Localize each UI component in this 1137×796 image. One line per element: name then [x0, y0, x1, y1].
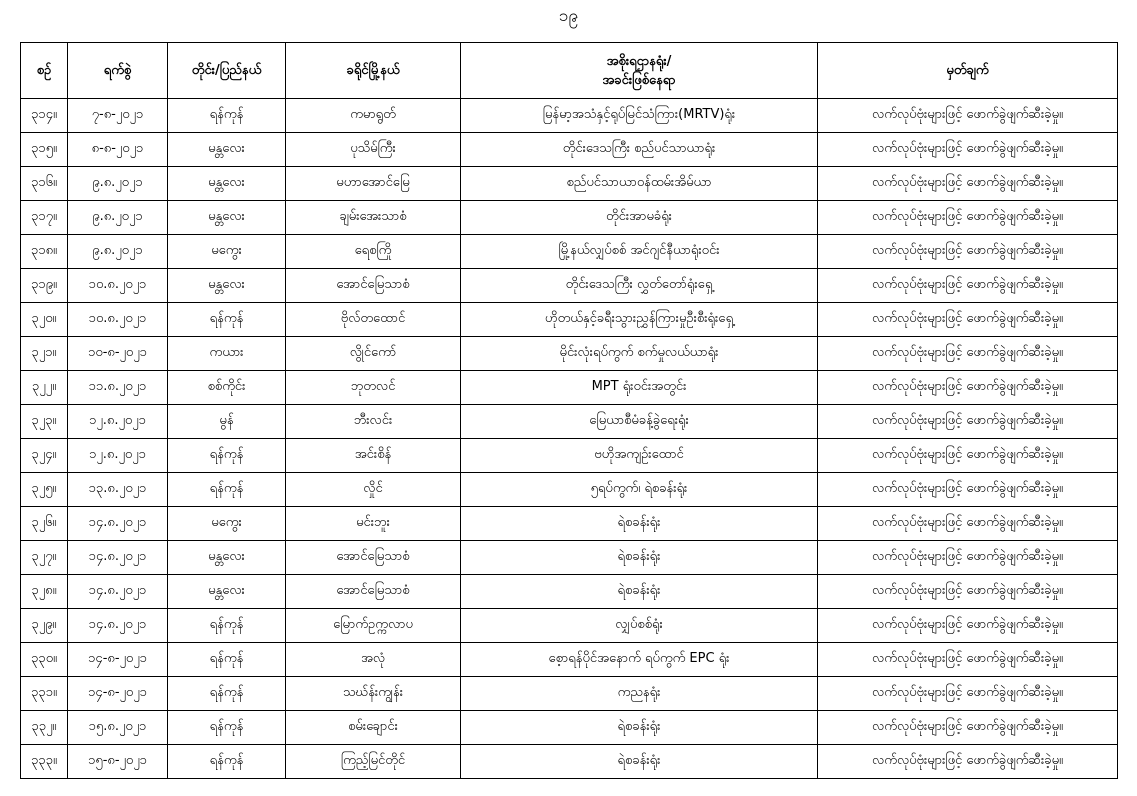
- cell-region: မကွေး: [168, 507, 286, 541]
- cell-region: စစ်ကိုင်း: [168, 371, 286, 405]
- cell-township: မင်းဘူး: [286, 507, 461, 541]
- cell-no: ၃၂၀။: [21, 303, 68, 337]
- cell-no: ၃၂၂။: [21, 371, 68, 405]
- cell-region: မန္တလေး: [168, 167, 286, 201]
- cell-location: ကညနရုံး: [461, 677, 818, 711]
- cell-location: ရဲစခန်းရုံး: [461, 711, 818, 745]
- cell-no: ၃၂၁။: [21, 337, 68, 371]
- cell-no: ၃၁၉။: [21, 269, 68, 303]
- header-remark: မှတ်ချက်: [818, 43, 1118, 99]
- cell-date: ၁၄.၈.၂၀၂၁: [68, 541, 168, 575]
- cell-no: ၃၂၅။: [21, 473, 68, 507]
- cell-date: ၉.၈.၂၀၂၁: [68, 201, 168, 235]
- cell-date: ၁၀.၈.၂၀၂၁: [68, 303, 168, 337]
- cell-remark: လက်လုပ်ဗုံးများဖြင့် ဖောက်ခွဲဖျက်ဆီးခဲ့မှု။: [818, 133, 1118, 167]
- cell-date: ၁၃.၈.၂၀၂၁: [68, 473, 168, 507]
- cell-township: မြောက်ဥက္ကလာပ: [286, 609, 461, 643]
- cell-date: ၁၀-၈-၂၀၂၁: [68, 337, 168, 371]
- cell-date: ၁၅.၈.၂၀၂၁: [68, 711, 168, 745]
- cell-region: မန္တလေး: [168, 575, 286, 609]
- cell-no: ၃၂၃။: [21, 405, 68, 439]
- cell-date: ၁၅-၈-၂၀၂၁: [68, 745, 168, 779]
- header-location: [461, 43, 818, 99]
- cell-township: အောင်မြေသာစံ: [286, 269, 461, 303]
- cell-township: အောင်မြေသာစံ: [286, 541, 461, 575]
- cell-region: ရန်ကုန်: [168, 473, 286, 507]
- cell-township: ချမ်းအေးသာစံ: [286, 201, 461, 235]
- cell-township: ပုသိမ်ကြီး: [286, 133, 461, 167]
- cell-no: ၃၃၂။: [21, 711, 68, 745]
- table-row: [21, 167, 1118, 201]
- cell-date: ၉.၈.၂၀၂၁: [68, 167, 168, 201]
- cell-remark: လက်လုပ်ဗုံးများဖြင့် ဖောက်ခွဲဖျက်ဆီးခဲ့မှု။: [818, 575, 1118, 609]
- cell-region: မွန်: [168, 405, 286, 439]
- cell-remark: လက်လုပ်ဗုံးများဖြင့် ဖောက်ခွဲဖျက်ဆီးခဲ့မှု။: [818, 473, 1118, 507]
- cell-date: ၉.၈.၂၀၂၁: [68, 235, 168, 269]
- cell-date: ၈-၈-၂၀၂၁: [68, 133, 168, 167]
- cell-date: ၁၂.၈.၂၀၂၁: [68, 439, 168, 473]
- header-date: ရက်စွဲ: [68, 43, 168, 99]
- cell-location: စည်ပင်သာယာ၀န်ထမ်းအိမ်ယာ: [461, 167, 818, 201]
- table-row: [21, 609, 1118, 643]
- cell-township: အင်းစိန်: [286, 439, 461, 473]
- cell-remark: လက်လုပ်ဗုံးများဖြင့် ဖောက်ခွဲဖျက်ဆီးခဲ့မှု။: [818, 269, 1118, 303]
- cell-township: ဘုတလင်: [286, 371, 461, 405]
- table-header-row: [21, 43, 1118, 99]
- cell-no: ၃၂၆။: [21, 507, 68, 541]
- cell-no: ၃၁၈။: [21, 235, 68, 269]
- table-row: [21, 473, 1118, 507]
- cell-date: ၁၄.၈.၂၀၂၁: [68, 507, 168, 541]
- cell-region: မန္တလေး: [168, 133, 286, 167]
- table-row: [21, 371, 1118, 405]
- cell-remark: လက်လုပ်ဗုံးများဖြင့် ဖောက်ခွဲဖျက်ဆီးခဲ့မှု။: [818, 609, 1118, 643]
- cell-location: တိုင်းအာမခံရုံး: [461, 201, 818, 235]
- cell-township: ဘီးလင်း: [286, 405, 461, 439]
- cell-region: ကယား: [168, 337, 286, 371]
- table-row: [21, 201, 1118, 235]
- cell-no: ၃၁၇။: [21, 201, 68, 235]
- cell-region: မကွေး: [168, 235, 286, 269]
- header-township: ခရိုင်မြို့နယ်: [286, 43, 461, 99]
- cell-remark: လက်လုပ်ဗုံးများဖြင့် ဖောက်ခွဲဖျက်ဆီးခဲ့မှု။: [818, 439, 1118, 473]
- table-row: [21, 439, 1118, 473]
- table-row: [21, 269, 1118, 303]
- cell-location: ဟိုတယ်နှင့်ခရီးသွားညွှန်ကြားမှုဦးစီးရုံးရှေ့: [461, 303, 818, 337]
- cell-no: ၃၁၆။: [21, 167, 68, 201]
- cell-date: ၁၀.၈.၂၀၂၁: [68, 269, 168, 303]
- cell-remark: လက်လုပ်ဗုံးများဖြင့် ဖောက်ခွဲဖျက်ဆီးခဲ့မှု။: [818, 371, 1118, 405]
- cell-remark: လက်လုပ်ဗုံးများဖြင့် ဖောက်ခွဲဖျက်ဆီးခဲ့မှု။: [818, 643, 1118, 677]
- table-row: [21, 643, 1118, 677]
- cell-location: ရဲစခန်းရုံး: [461, 541, 818, 575]
- cell-location: မိုင်းလုံးရပ်ကွက် စက်မှုလယ်ယာရုံး: [461, 337, 818, 371]
- header-no: စဉ်: [21, 43, 68, 99]
- cell-region: ရန်ကုန်: [168, 677, 286, 711]
- cell-region: ရန်ကုန်: [168, 439, 286, 473]
- cell-location: ရဲစခန်းရုံး: [461, 745, 818, 779]
- cell-township: ဗိုလ်တထောင်: [286, 303, 461, 337]
- table-row: [21, 677, 1118, 711]
- cell-township: စမ်းချောင်း: [286, 711, 461, 745]
- cell-region: မန္တလေး: [168, 201, 286, 235]
- table-row: [21, 235, 1118, 269]
- cell-location: မြေယာစီမံခန့်ခွဲရေးရုံး: [461, 405, 818, 439]
- cell-region: ရန်ကုန်: [168, 609, 286, 643]
- header-location-line2: အခင်းဖြစ်နေရာ: [602, 72, 676, 88]
- cell-location: တိုင်းဒေသကြီး စည်ပင်သာယာရုံး: [461, 133, 818, 167]
- table-row: [21, 405, 1118, 439]
- cell-region: ရန်ကုန်: [168, 711, 286, 745]
- cell-no: ၃၂၇။: [21, 541, 68, 575]
- cell-location: ဗဟိုအကျဉ်းထောင်: [461, 439, 818, 473]
- table-row: [21, 541, 1118, 575]
- cell-remark: လက်လုပ်ဗုံးများဖြင့် ဖောက်ခွဲဖျက်ဆီးခဲ့မှု။: [818, 99, 1118, 133]
- cell-remark: လက်လုပ်ဗုံးများဖြင့် ဖောက်ခွဲဖျက်ဆီးခဲ့မှု။: [818, 541, 1118, 575]
- cell-township: ကြည့်မြင်တိုင်: [286, 745, 461, 779]
- cell-no: ၃၁၅။: [21, 133, 68, 167]
- cell-remark: လက်လုပ်ဗုံးများဖြင့် ဖောက်ခွဲဖျက်ဆီးခဲ့မှု။: [818, 677, 1118, 711]
- cell-region: ရန်ကုန်: [168, 745, 286, 779]
- cell-location: ရဲစခန်းရုံး: [461, 575, 818, 609]
- cell-region: ရန်ကုန်: [168, 303, 286, 337]
- cell-no: ၃၁၄။: [21, 99, 68, 133]
- cell-location: တိုင်းဒေသကြီး လွှတ်တော်ရုံးရှေ့: [461, 269, 818, 303]
- cell-region: မန္တလေး: [168, 269, 286, 303]
- cell-remark: လက်လုပ်ဗုံးများဖြင့် ဖောက်ခွဲဖျက်ဆီးခဲ့မှု။: [818, 711, 1118, 745]
- cell-location: လျှပ်စစ်ရုံး: [461, 609, 818, 643]
- cell-date: ၁၄-၈-၂၀၂၁: [68, 677, 168, 711]
- cell-region: မန္တလေး: [168, 541, 286, 575]
- cell-township: လှိုင်: [286, 473, 461, 507]
- cell-no: ၃၂၄။: [21, 439, 68, 473]
- cell-no: ၃၂၈။: [21, 575, 68, 609]
- cell-date: ၁၄-၈-၂၀၂၁: [68, 643, 168, 677]
- cell-region: ရန်ကုန်: [168, 99, 286, 133]
- cell-remark: လက်လုပ်ဗုံးများဖြင့် ဖောက်ခွဲဖျက်ဆီးခဲ့မှု။: [818, 507, 1118, 541]
- cell-remark: လက်လုပ်ဗုံးများဖြင့် ဖောက်ခွဲဖျက်ဆီးခဲ့မှု။: [818, 405, 1118, 439]
- cell-township: ရေစကြို: [286, 235, 461, 269]
- table-row: [21, 575, 1118, 609]
- cell-location: မြန်မာ့အသံနှင့်ရုပ်မြင်သံကြား(MRTV)ရုံး: [461, 99, 818, 133]
- cell-township: လွိုင်ကော်: [286, 337, 461, 371]
- table-row: [21, 337, 1118, 371]
- table-body: [21, 99, 1118, 779]
- cell-location: စေ့ာရန်ပိုင်အနောက် ရပ်ကွက် EPC ရုံး: [461, 643, 818, 677]
- table-row: [21, 711, 1118, 745]
- cell-region: ရန်ကုန်: [168, 643, 286, 677]
- cell-remark: လက်လုပ်ဗုံးများဖြင့် ဖောက်ခွဲဖျက်ဆီးခဲ့မှု။: [818, 337, 1118, 371]
- cell-township: အလုံ: [286, 643, 461, 677]
- header-region: တိုင်း/ပြည်နယ်: [168, 43, 286, 99]
- cell-date: ၇-၈-၂၀၂၁: [68, 99, 168, 133]
- cell-date: ၁၄.၈.၂၀၂၁: [68, 609, 168, 643]
- cell-no: ၃၃၁။: [21, 677, 68, 711]
- cell-township: မဟာအောင်မြေ: [286, 167, 461, 201]
- cell-location: ၅ရပ်ကွက်၊ ရဲစခန်းရုံး: [461, 473, 818, 507]
- cell-remark: လက်လုပ်ဗုံးများဖြင့် ဖောက်ခွဲဖျက်ဆီးခဲ့မှု။: [818, 303, 1118, 337]
- cell-location: MPT ရုံး၀င်းအတွင်း: [461, 371, 818, 405]
- table-row: [21, 303, 1118, 337]
- cell-location: ရဲစခန်းရုံး: [461, 507, 818, 541]
- cell-no: ၃၂၉။: [21, 609, 68, 643]
- incident-table: [20, 42, 1118, 779]
- cell-no: ၃၃၃။: [21, 745, 68, 779]
- page-number: ၁၉: [558, 6, 579, 26]
- table-row: [21, 99, 1118, 133]
- cell-remark: လက်လုပ်ဗုံးများဖြင့် ဖောက်ခွဲဖျက်ဆီးခဲ့မှု။: [818, 235, 1118, 269]
- cell-no: ၃၃၀။: [21, 643, 68, 677]
- cell-location: မြို့နယ်လျှပ်စစ် အင်ဂျင်နီယာရုံး၀င်း: [461, 235, 818, 269]
- cell-remark: လက်လုပ်ဗုံးများဖြင့် ဖောက်ခွဲဖျက်ဆီးခဲ့မှု။: [818, 167, 1118, 201]
- cell-township: ကမာရွတ်: [286, 99, 461, 133]
- table-row: [21, 133, 1118, 167]
- cell-township: သဃ်န်းကျွန်း: [286, 677, 461, 711]
- table-row: [21, 745, 1118, 779]
- cell-date: ၁၂.၈.၂၀၂၁: [68, 405, 168, 439]
- cell-date: ၁၁.၈.၂၀၂၁: [68, 371, 168, 405]
- header-location-line1: အစိုးရဌာနရုံး/: [606, 53, 672, 69]
- cell-date: ၁၄.၈.၂၀၂၁: [68, 575, 168, 609]
- cell-township: အောင်မြေသာစံ: [286, 575, 461, 609]
- cell-remark: လက်လုပ်ဗုံးများဖြင့် ဖောက်ခွဲဖျက်ဆီးခဲ့မှု။: [818, 201, 1118, 235]
- cell-remark: လက်လုပ်ဗုံးများဖြင့် ဖောက်ခွဲဖျက်ဆီးခဲ့မှု။: [818, 745, 1118, 779]
- table-row: [21, 507, 1118, 541]
